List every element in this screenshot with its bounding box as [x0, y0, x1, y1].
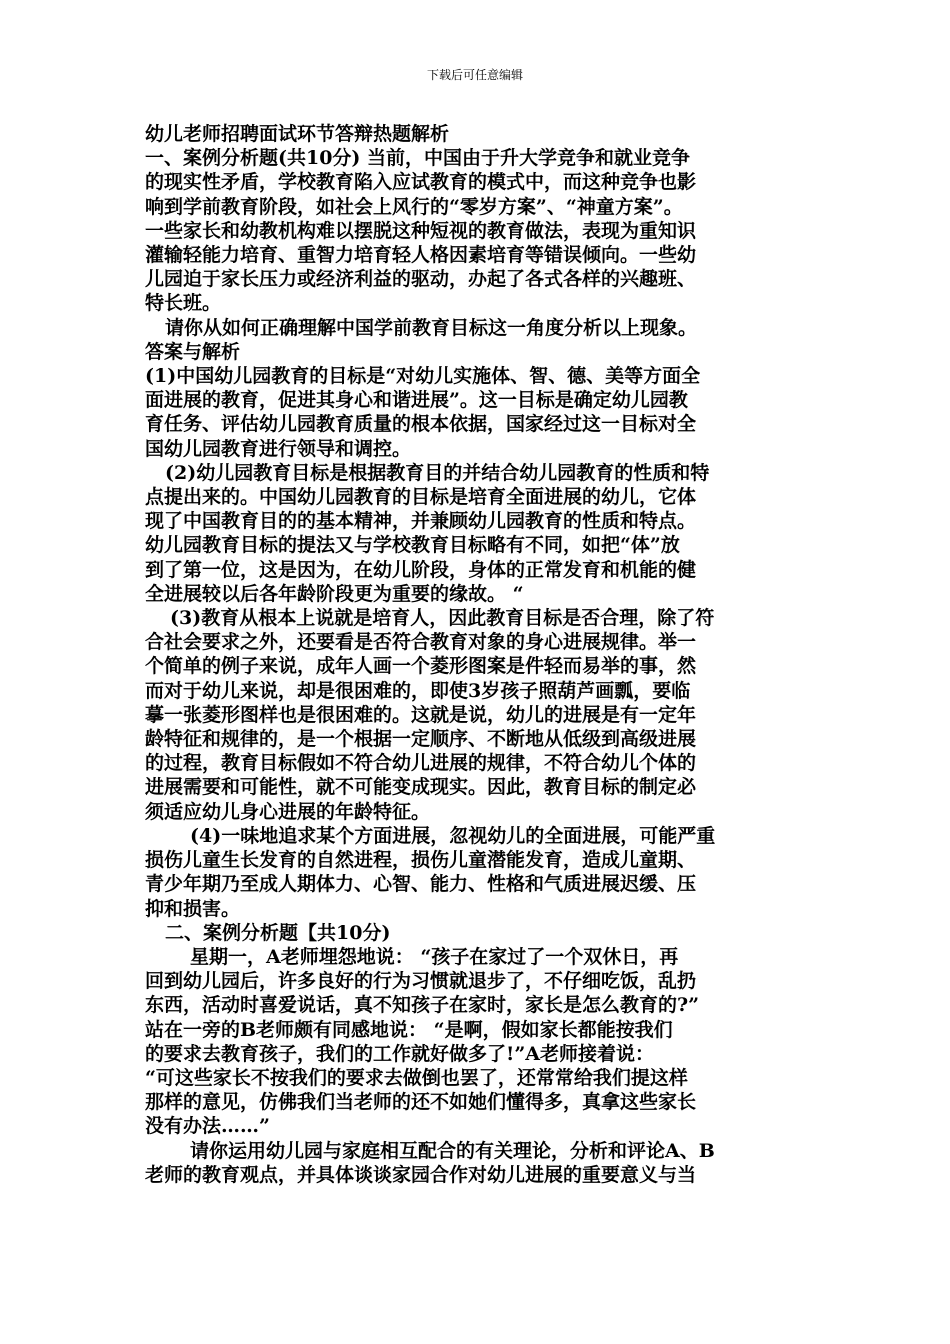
text-line: 的现实性矛盾，学校教育陷入应试教育的模式中，而这种竞争也影 [145, 171, 697, 194]
text-line: (3)教育从根本上说就是培育人，因此教育目标是否合理，除了符 [170, 607, 715, 630]
text-line: 面进展的教育，促进其身心和谐进展”。这一目标是确定幼儿园教 [145, 389, 688, 412]
text-line: (2)幼儿园教育目标是根据教育目的并结合幼儿园教育的性质和特 [165, 461, 710, 484]
text-line: 东西，活动时喜爱说话，真不知孩子在家时，家长是怎么教育的?” [145, 994, 700, 1017]
text-line: 合社会要求之外，还要看是否符合教育对象的身心进展规律。举一 [145, 631, 697, 654]
page-header: 下载后可任意编辑 [426, 68, 523, 82]
text-line: 到了第一位，这是因为，在幼儿阶段，身体的正常发育和机能的健 [145, 558, 697, 581]
text-line: 没有办法……” [145, 1115, 270, 1138]
text-line: 一、案例分析题(共10分) 当前，中国由于升大学竞争和就业竞争 [145, 147, 691, 170]
text-line: 答案与解析 [145, 340, 241, 363]
text-line: 请你从如何正确理解中国学前教育目标这一角度分析以上现象。 [165, 316, 698, 339]
text-line: 幼儿园教育目标的提法又与学校教育目标略有不同，如把“体”放 [145, 534, 680, 557]
text-line: 损伤儿童生长发育的自然进程，损伤儿童潜能发育，造成儿童期、 [145, 849, 697, 872]
text-line: 二、案例分析题【共10分) [165, 921, 391, 944]
text-line: 全进展较以后各年龄阶段更为重要的缘故。 “ [145, 582, 524, 605]
text-line: (1)中国幼儿园教育的目标是“对幼儿实施体、智、德、美等方面全 [145, 365, 701, 388]
text-line: 的要求去教育孩子，我们的工作就好做多了!”A老师接着说： [145, 1042, 655, 1065]
text-line: 请你运用幼儿园与家庭相互配合的有关理论，分析和评论A、B [190, 1139, 715, 1162]
text-line: “可这些家长不按我们的要求去做倒也罢了，还常常给我们提这样 [145, 1066, 688, 1089]
text-line: 龄特征和规律的，是一个根据一定顺序、不断地从低级到高级进展 [145, 728, 697, 751]
text-line: 星期一，A老师埋怨地说： “孩子在家过了一个双休日，再 [190, 945, 679, 968]
text-line: 摹一张菱形图样也是很困难的。这就是说，幼儿的进展是有一定年 [145, 703, 697, 726]
text-line: (4)一味地追求某个方面进展，忽视幼儿的全面进展，可能严重 [190, 824, 716, 847]
text-line: 个简单的例子来说，成年人画一个菱形图案是件轻而易举的事，然 [145, 655, 697, 678]
text-line: 老师的教育观点，并具体谈谈家园合作对幼儿进展的重要意义与当 [145, 1163, 697, 1186]
text-line: 儿园迫于家长压力或经济利益的驱动，办起了各式各样的兴趣班、 [145, 268, 697, 291]
text-line: 点提出来的。中国幼儿园教育的目标是培育全面进展的幼儿，它体 [145, 486, 697, 509]
text-line: 育任务、评估幼儿园教育质量的根本依据，国家经过这一目标对全 [145, 413, 697, 436]
text-line: 特长班。 [145, 292, 222, 315]
text-line: 现了中国教育目的的基本精神，并兼顾幼儿园教育的性质和特点。 [145, 510, 697, 533]
text-line: 回到幼儿园后，许多良好的行为习惯就退步了，不仔细吃饭，乱扔 [145, 970, 697, 993]
text-line: 一些家长和幼教机构难以摆脱这种短视的教育做法，表现为重知识 [145, 219, 697, 242]
text-line: 进展需要和可能性，就不可能变成现实。因此，教育目标的制定必 [145, 776, 697, 799]
text-line: 那样的意见，仿佛我们当老师的还不如她们懂得多，真拿这些家长 [145, 1091, 697, 1114]
text-line: 响到学前教育阶段，如社会上风行的“零岁方案”、“神童方案”。 [145, 195, 683, 218]
text-line: 青少年期乃至成人期体力、心智、能力、性格和气质进展迟缓、压 [145, 873, 697, 896]
text-line: 灌输轻能力培育、重智力培育轻人格因素培育等错误倾向。一些幼 [145, 244, 697, 267]
text-line: 幼儿老师招聘面试环节答辩热题解析 [145, 123, 450, 145]
text-line: 的过程，教育目标假如不符合幼儿进展的规律，不符合幼儿个体的 [145, 752, 697, 775]
text-line: 站在一旁的B老师颇有同感地说： “是啊，假如家长都能按我们 [145, 1018, 673, 1041]
document-body [145, 122, 815, 1187]
text-line: 国幼儿园教育进行领导和调控。 [145, 437, 412, 460]
text-line: 抑和损害。 [145, 897, 241, 920]
text-line: 须适应幼儿身心进展的年龄特征。 [145, 800, 431, 823]
text-line: 而对于幼儿来说，却是很困难的，即使3岁孩子照葫芦画瓢，要临 [145, 679, 691, 702]
